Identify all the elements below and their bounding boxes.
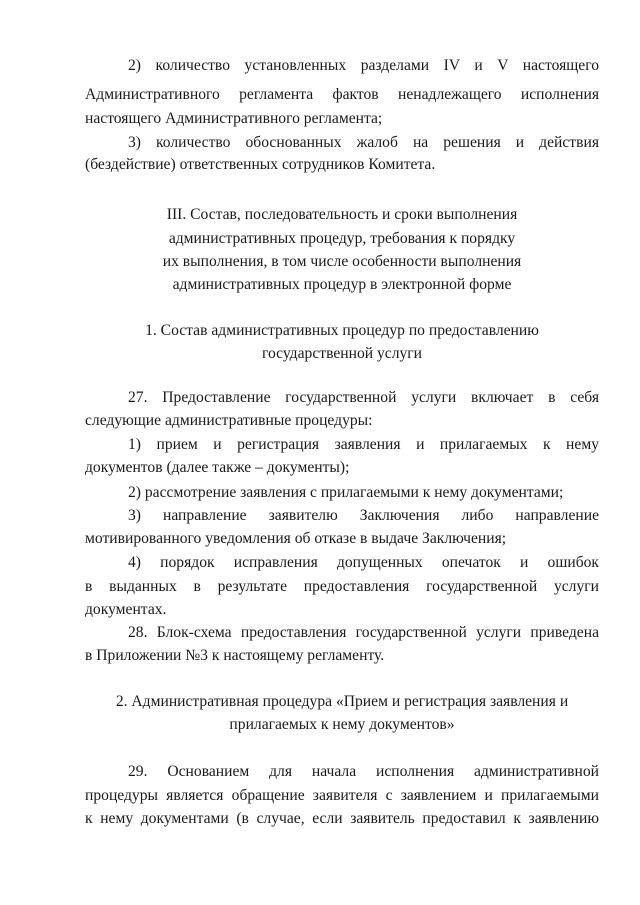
item3-line2: (бездействие) ответственных сотрудников Комитета. <box>85 156 436 173</box>
sub1-heading-line1: 1. Состав административных процедур по предоставлению <box>145 322 539 339</box>
para27-line2: следующие административные процедуры: <box>85 412 373 429</box>
item3-line1: 3) количество обоснованных жалоб на решения и действия <box>128 134 599 151</box>
sub2-heading-line1: 2. Административная процедура «Прием и регистрация заявления и <box>115 693 569 710</box>
section3-heading-line1: III. Состав, последовательность и сроки выполнения <box>166 206 518 223</box>
section3-heading-line2: административных процедур, требования к порядку <box>168 230 516 247</box>
proc1-line1: 1) прием и регистрация заявления и прилагаемых к нему <box>128 436 599 453</box>
para27-line1: 27. Предоставление государственной услуги включает в себя <box>128 389 599 406</box>
para28-line1: 28. Блок-схема предоставления государственной услуги приведена <box>128 624 599 641</box>
item2-line2: Административного регламента фактов ненадлежащего исполнения <box>85 86 599 103</box>
para28-line2: в Приложении №3 к настоящему регламенту. <box>85 647 385 664</box>
item2-line3: настоящего Административного регламента; <box>85 110 383 127</box>
proc3-line1: 3) направление заявителю Заключения либо направление <box>128 507 599 524</box>
proc4-line3: документах. <box>85 601 167 618</box>
item2-line1: 2) количество установленных разделами IV и V настоящего <box>128 57 599 74</box>
para29-line3: к нему документами (в случае, если заявитель предоставил к заявлению <box>85 810 599 827</box>
proc2-line1: 2) рассмотрение заявления с прилагаемыми к нему документами; <box>128 484 564 501</box>
para29-line2: процедуры является обращение заявителя с заявлением и прилагаемыми <box>85 787 599 804</box>
proc4-line2: в выданных в результате предоставления государственной услуги <box>85 578 599 595</box>
para29-line1: 29. Основанием для начала исполнения административной <box>128 763 599 780</box>
proc4-line1: 4) порядок исправления допущенных опечаток и ошибок <box>128 554 599 571</box>
sub2-heading-line2: прилагаемых к нему документов» <box>229 716 455 733</box>
proc1-line2: документов (далее также – документы); <box>85 459 350 476</box>
section3-heading-line4: административных процедур в электронной форме <box>172 276 512 293</box>
section3-heading-line3: их выполнения, в том числе особенности выполнения <box>162 253 522 270</box>
proc3-line2: мотивированного уведомления об отказе в выдаче Заключения; <box>85 530 507 547</box>
sub1-heading-line2: государственной услуги <box>261 345 423 362</box>
